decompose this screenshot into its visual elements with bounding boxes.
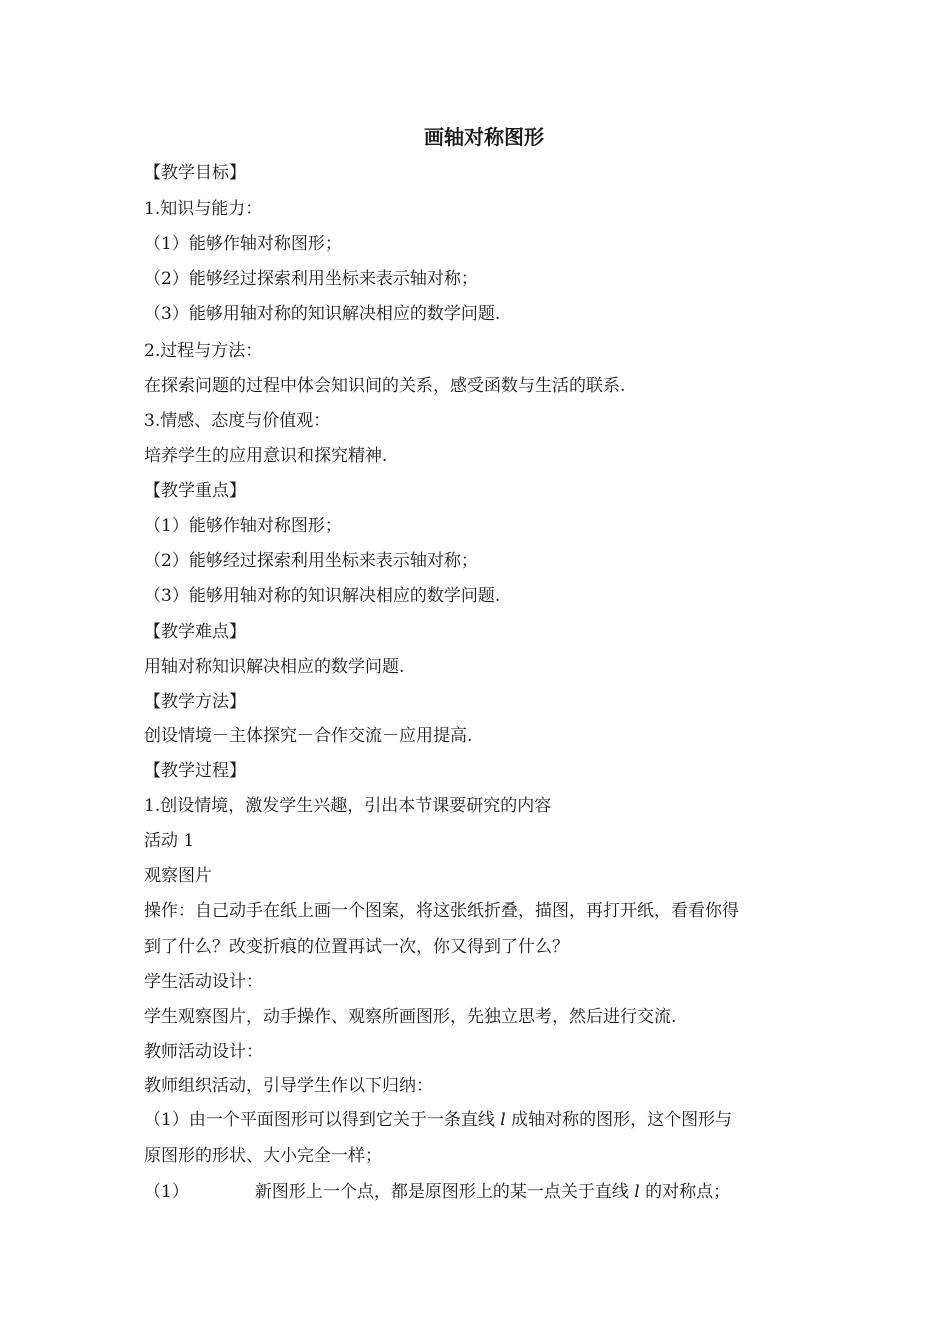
conclusion-1-line-1 [144,1108,804,1132]
difficulty-text: 用轴对称知识解决相应的数学问题. [144,657,405,677]
conclusion-1-variable: l [500,1110,506,1130]
conclusion-2-text-a: 新图形上一个点，都是原图形上的某一点关于直线 [254,1182,635,1202]
method-text: 创设情境－主体探究－合作交流－应用提高. [144,726,473,746]
key-point-item-3: （3）能够用轴对称的知识解决相应的数学问题. [144,586,501,606]
student-design-text: 学生观察图片，动手操作、观察所画图形，先独立思考，然后进行交流. [144,1007,677,1027]
difficulty-header: 【教学难点】 [144,622,246,642]
conclusion-1-line-2: 原图形的形状、大小完全一样； [144,1146,382,1166]
knowledge-item-3: （3）能够用轴对称的知识解决相应的数学问题. [144,304,501,324]
conclusion-1-text-b: 成轴对称的图形，这个图形与 [505,1110,733,1130]
key-points-header: 【教学重点】 [144,481,246,501]
knowledge-item-2: （2）能够经过探索利用坐标来表示轴对称； [144,269,478,289]
emotion-text: 培养学生的应用意识和探究精神. [144,446,388,466]
emotion-heading: 3.情感、态度与价值观： [144,411,331,431]
teacher-design-text: 教师组织活动，引导学生作以下归纳： [144,1076,433,1096]
page-title: 画轴对称图形 [424,125,544,149]
process-header: 【教学过程】 [144,761,246,781]
observe-label: 观察图片 [144,866,212,886]
objectives-header: 【教学目标】 [144,163,246,183]
operation-line-1: 操作：自己动手在纸上画一个图案，将这张纸折叠，描图，再打开纸，看看你得 [144,901,739,921]
method-header: 【教学方法】 [144,692,246,712]
student-design-label: 学生活动设计： [144,972,263,992]
conclusion-2-text-b: 的对称点； [639,1182,731,1202]
operation-line-2: 到了什么？改变折痕的位置再试一次，你又得到了什么？ [144,937,569,957]
step1-heading: 1.创设情境，激发学生兴趣，引出本节课要研究的内容 [144,796,552,816]
process-text: 在探索问题的过程中体会知识间的关系，感受函数与生活的联系. [144,376,626,396]
key-point-item-1: （1）能够作轴对称图形； [144,516,342,536]
conclusion-2-variable: l [634,1182,640,1202]
process-heading: 2.过程与方法： [144,341,263,361]
activity-label: 活动 1 [144,831,195,851]
conclusion-2-line [144,1180,804,1204]
conclusion-1-text-a: （1）由一个平面图形可以得到它关于一条直线 [144,1110,501,1130]
key-point-item-2: （2）能够经过探索利用坐标来表示轴对称； [144,551,478,571]
teacher-design-label: 教师活动设计： [144,1042,263,1062]
conclusion-2-number: （1） [144,1182,189,1202]
knowledge-heading: 1.知识与能力： [144,199,263,219]
knowledge-item-1: （1）能够作轴对称图形； [144,234,342,254]
